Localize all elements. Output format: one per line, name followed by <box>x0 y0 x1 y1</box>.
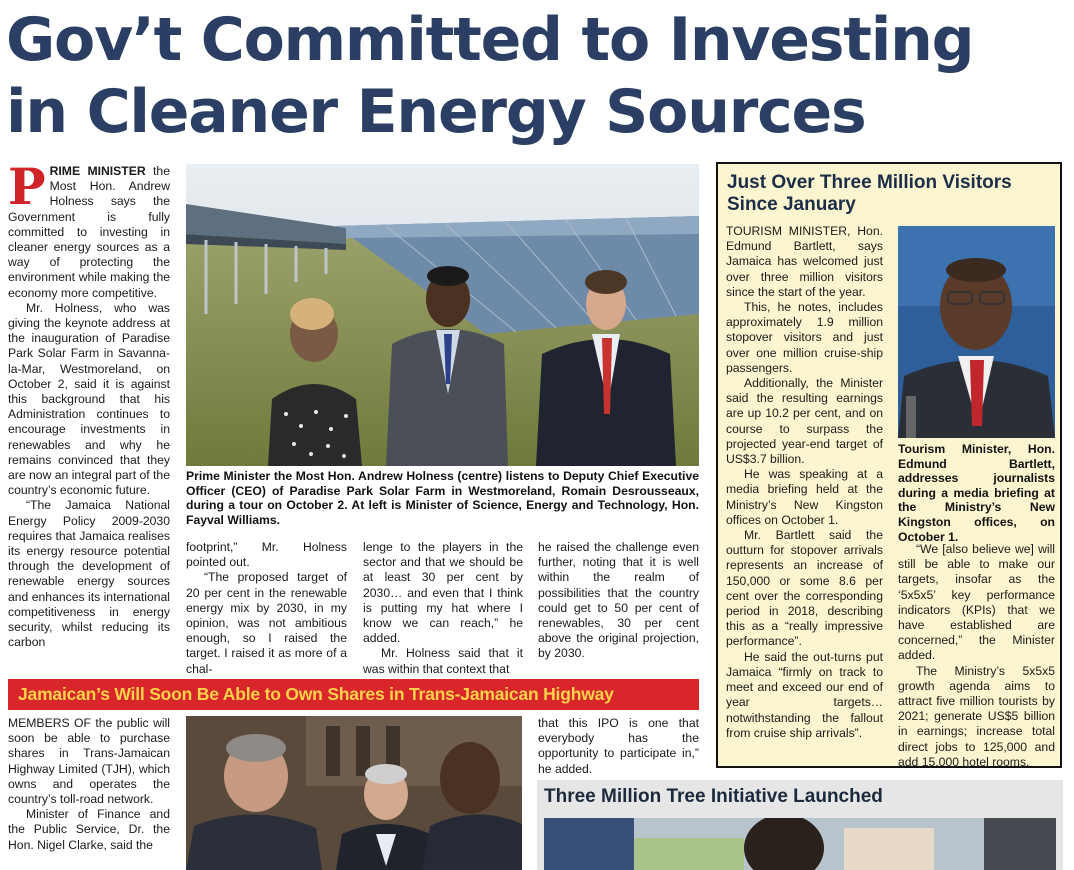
bartlett-portrait <box>898 226 1055 438</box>
highway-story-title: Jamaican’s Will Soon Be Able to Own Shares in Trans-Jamaican Highway <box>18 684 614 704</box>
tourism-paragraph-8: The Ministry’s 5x5x5 growth agenda aims to attract five million tourists by 2021; generate US$5 billion in earnings; increase total direct jobs to 125,000 and add 15,000 hotel rooms. <box>898 663 1055 769</box>
highway-launch-illustration <box>186 716 522 870</box>
main-story-column-4 <box>538 540 699 662</box>
main-story-column-3 <box>363 540 523 677</box>
drop-cap: P <box>8 157 46 216</box>
tourism-paragraph-2: This, he notes, includes approximately 1.9 million stopover visitors and just over one million cruise-ship passengers. <box>726 300 883 375</box>
highway-story-column-1 <box>8 716 170 853</box>
highway-paragraph-2: Minister of Finance and the Public Service, Dr. the Hon. Nigel Clarke, said the <box>8 807 170 852</box>
bartlett-photo-caption: Tourism Minister, Hon. Edmund Bartlett, addresses journalists during a media briefing at the Ministry’s New Kingston offices, on October 1. <box>898 442 1055 544</box>
highway-col3-paragraph: that this IPO is one that everybody has the opportunity to participate in,” he added. <box>538 716 699 776</box>
tourism-paragraph-7: “We [also believe we] will still be able to make our targets, insofar as the ‘5x5x5’ key performance indicators (KPIs) that we have established are concerned,” the Minister added. <box>898 542 1055 663</box>
highway-story-banner <box>8 679 699 710</box>
lead-text: the Most Hon. Andrew Holness says the Government is fully committed to investing in cleaner energy sources as a way of protecting the environment while making the economy more competitive. <box>8 164 170 300</box>
main-story-column-2 <box>186 540 347 677</box>
main-story-lead <box>8 157 170 301</box>
tourism-paragraph-3: Additionally, the Minister said the resulting earnings are up 10.2 per cent, and on course to surpass the projected year-end target of US$3.7 billion. <box>726 376 883 467</box>
main-story-col3-continued: lenge to the players in the sector and that we should be at least 30 per cent by 2030… and even that I think is putting my hat where I know we can reach,” he added. <box>363 540 523 646</box>
main-headline <box>6 4 1072 148</box>
lead-caps: RIME MINISTER <box>49 164 146 178</box>
tourism-paragraph-6: He said the out-turns put Jamaica “firmly on track to meet and exceed our end of year targets… notwithstanding the fallout from cruise ship arrivals”. <box>726 649 883 740</box>
tree-initiative-title: Three Million Tree Initiative Launched <box>544 786 883 807</box>
main-story-col2-paragraph: “The proposed target of 20 per cent in the renewable energy mix by 2030, in my opinion, was not ambitious enough, so I raised the target. I raised it as more of a chal- <box>186 570 347 676</box>
main-story-paragraph-2: Mr. Holness, who was giving the keynote address at the inauguration of Paradise Park Solar Farm in Savanna-la-Mar, Westmoreland, on October 2, said it is against this background that his Administration continues to encourage investments in renewables and why he remains convinced that they are now an integral part of the country’s economic future. <box>8 300 170 498</box>
main-story-column-1 <box>8 157 170 651</box>
clarke-photo <box>186 716 522 870</box>
headline-line-2: in Cleaner Energy Sources <box>6 77 866 147</box>
solar-farm-illustration <box>186 164 699 466</box>
tourism-sidebar <box>716 162 1062 768</box>
tourism-column-2 <box>898 542 1055 770</box>
solar-farm-photo <box>186 164 699 466</box>
tourism-paragraph-1: TOURISM MINISTER, Hon. Edmund Bartlett, says Jamaica has welcomed just over three million visitors since the start of the year. <box>726 224 883 299</box>
main-story-col2-continued: footprint,” Mr. Holness pointed out. <box>186 540 347 570</box>
tree-initiative-illustration <box>544 818 1056 870</box>
main-story-col3-paragraph: Mr. Holness said that it was within that context that <box>363 646 523 676</box>
highway-paragraph-1: MEMBERS OF the public will soon be able to purchase shares in Trans-Jamaican Highway Limited (TJH), which owns and operates the country’s toll-road network. <box>8 716 170 807</box>
headline-line-1: Gov’t Committed to Investing <box>6 5 974 75</box>
tree-initiative-story <box>537 780 1063 870</box>
tourism-paragraph-4: He was speaking at a media briefing held at the Ministry’s New Kingston offices on October 1. <box>726 467 883 527</box>
bartlett-photo <box>898 226 1055 438</box>
solar-farm-photo-caption: Prime Minister the Most Hon. Andrew Holness (centre) listens to Deputy Chief Executive Officer (CEO) of Paradise Park Solar Farm in Westmoreland, Romain Desrousseaux, during a tour on October 2. At left is Minister of Science, Energy and Technology, Hon. Fayval Williams. <box>186 469 699 527</box>
highway-story-column-3 <box>538 716 699 777</box>
tourism-column-1 <box>726 224 883 741</box>
main-story-paragraph-3: “The Jamaica National Energy Policy 2009-2030 requires that Jamaica realises its energy resource potential through the development of renewable energy sources and enhances its international competitiveness in energy security, whilst reducing its carbon <box>8 498 170 650</box>
tourism-paragraph-5: Mr. Bartlett said the outturn for stopover arrivals represents an increase of 150,000 or some 8.6 per cent over the corresponding period in 2018, describing this as a “really impressive performance”. <box>726 528 883 649</box>
tree-initiative-photo <box>544 818 1056 870</box>
tourism-sidebar-title: Just Over Three Million Visitors Since January <box>727 172 1012 215</box>
main-story-col4-continued: he raised the challenge even further, noting that it is well within the realm of possibilities that the country could get to 50 per cent of renewables, 30 per cent above the original projection, by 2030. <box>538 540 699 661</box>
